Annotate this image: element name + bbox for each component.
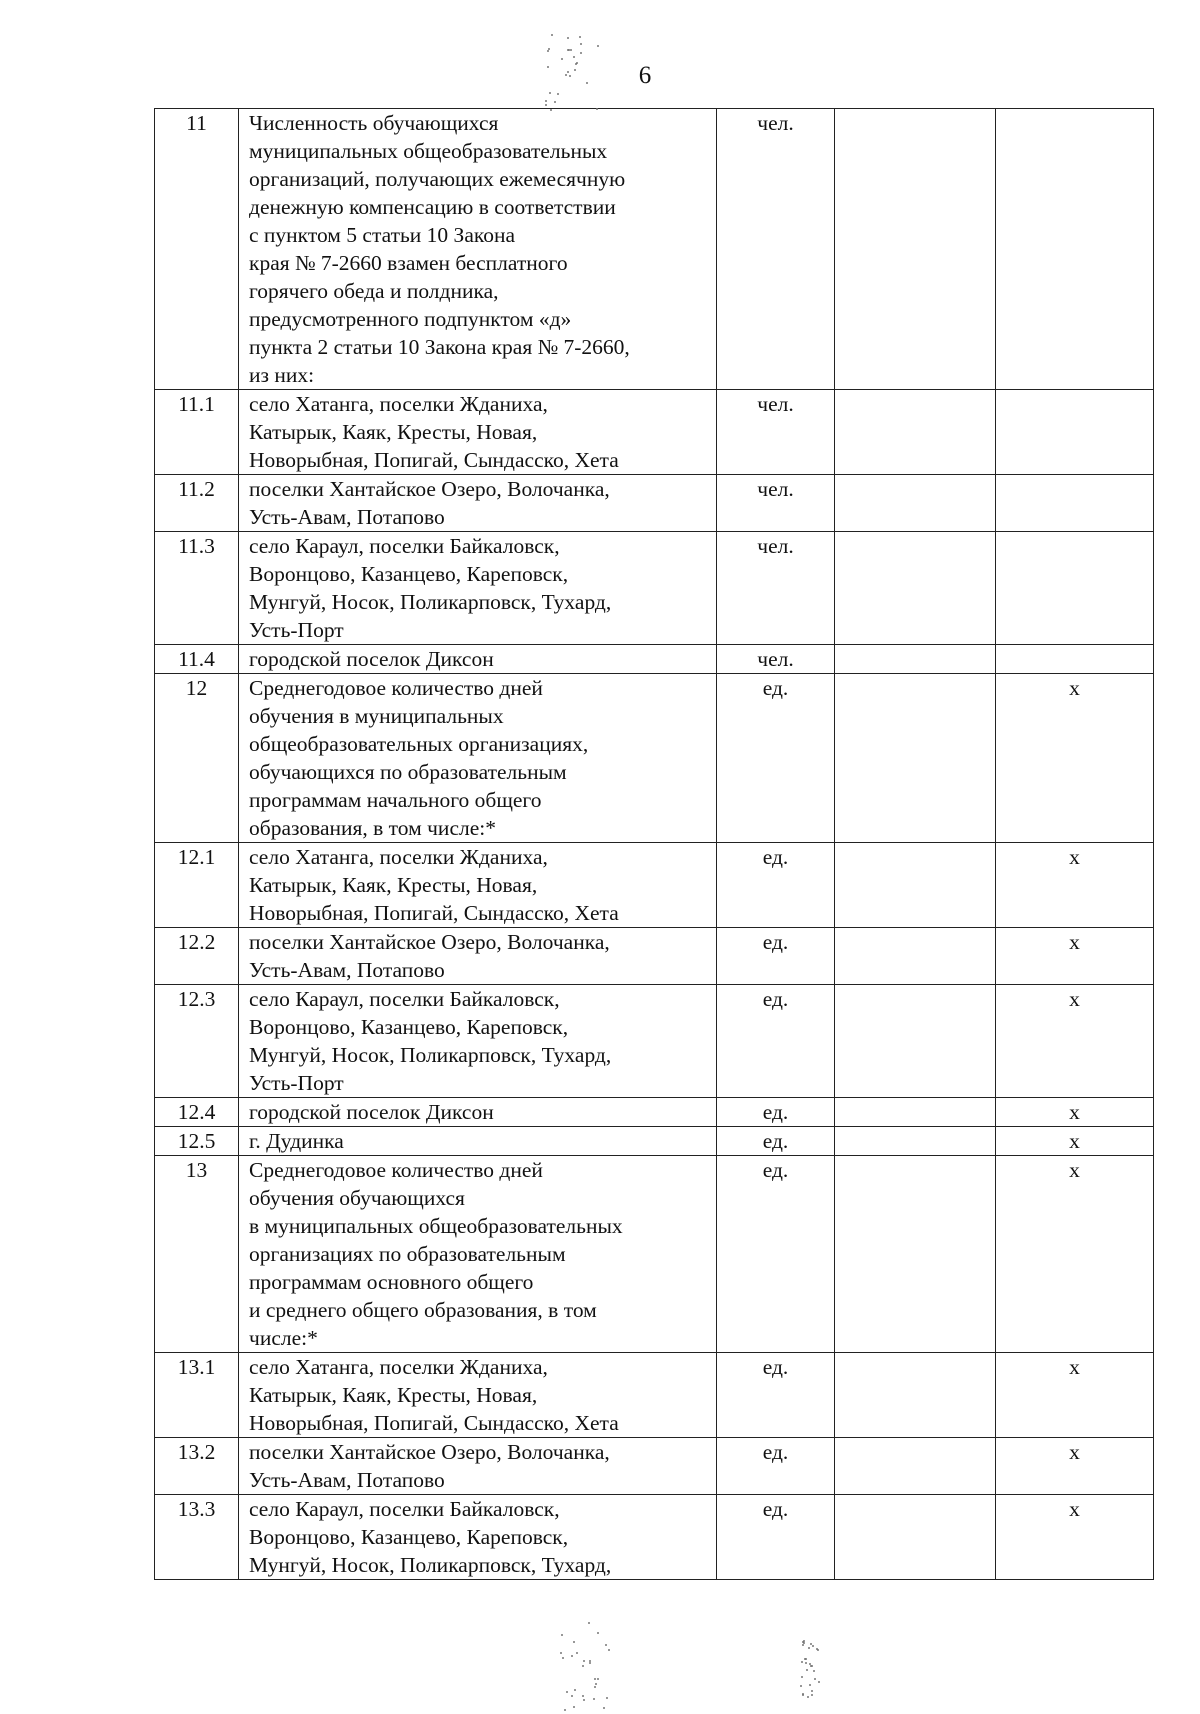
indicator-name-line: Среднегодовое количество дней [249, 1158, 543, 1182]
value-cell-mark: х [996, 1438, 1154, 1495]
scan-speck [582, 1695, 584, 1697]
value-cell-mark: х [996, 928, 1154, 985]
scan-speck [807, 1696, 809, 1698]
table-row [155, 1438, 1154, 1495]
scan-speck [812, 1645, 814, 1647]
scan-speck [813, 1670, 815, 1672]
indicator-name-line: городской поселок Диксон [249, 1100, 494, 1124]
indicator-name-line: Воронцово, Казанцево, Кареповск, [249, 562, 569, 586]
scan-speck [562, 1657, 564, 1659]
indicator-name [239, 843, 717, 928]
unit-of-measure: ед. [717, 1098, 835, 1127]
scan-speck [589, 1662, 591, 1664]
table-row [155, 985, 1154, 1098]
indicator-name [239, 985, 717, 1098]
indicator-name-line: Усть-Порт [249, 1071, 344, 1095]
scan-speck [567, 37, 569, 39]
scan-speck [573, 1706, 575, 1708]
indicator-name-line: предусмотренного подпунктом «д» [249, 307, 572, 331]
indicator-name [239, 109, 717, 390]
scan-speck [586, 82, 588, 84]
scan-speck [545, 104, 547, 106]
row-number: 13.1 [155, 1353, 239, 1438]
scan-speck [597, 45, 599, 47]
indicator-name-line: Воронцово, Казанцево, Кареповск, [249, 1015, 569, 1039]
indicator-name-line: организаций, получающих ежемесячную [249, 167, 626, 191]
value-cell-mark: х [996, 843, 1154, 928]
scan-speck [800, 1685, 802, 1687]
scan-speck [809, 1684, 811, 1686]
row-number: 13 [155, 1156, 239, 1353]
value-cell [835, 985, 996, 1098]
value-cell [835, 928, 996, 985]
value-cell-mark: х [996, 985, 1154, 1098]
unit-of-measure: ед. [717, 1127, 835, 1156]
table-row [155, 390, 1154, 475]
indicator-name-line: Усть-Авам, Потапово [249, 1468, 445, 1492]
scan-speck [811, 1665, 813, 1667]
indicator-name [239, 1156, 717, 1353]
unit-of-measure: ед. [717, 1438, 835, 1495]
value-cell-mark [996, 645, 1154, 674]
value-cell-mark: х [996, 1495, 1154, 1580]
value-cell [835, 1156, 996, 1353]
indicator-name-line: село Караул, поселки Байкаловск, [249, 987, 560, 1011]
table-row [155, 532, 1154, 645]
scan-speck [594, 1686, 596, 1688]
row-number: 11.1 [155, 390, 239, 475]
value-cell-mark: х [996, 1098, 1154, 1127]
indicator-name-line: обучения в муниципальных [249, 704, 504, 728]
indicator-name-line: городской поселок Диксон [249, 647, 494, 671]
scan-speck [549, 92, 551, 94]
scan-speck [583, 1660, 585, 1662]
value-cell [835, 1353, 996, 1438]
scan-speck [805, 1662, 807, 1664]
value-cell [835, 390, 996, 475]
table-row [155, 1353, 1154, 1438]
indicator-name-line: из них: [249, 363, 315, 387]
indicator-name-line: Новорыбная, Попигай, Сындасско, Хета [249, 448, 619, 472]
scan-speck [567, 71, 569, 73]
scan-speck [597, 1678, 599, 1680]
scan-speck [580, 52, 582, 54]
scan-speck [595, 1683, 597, 1685]
indicator-name-line: Усть-Авам, Потапово [249, 505, 445, 529]
scan-speck [571, 1655, 573, 1657]
scan-speck [597, 1632, 599, 1634]
row-number: 13.2 [155, 1438, 239, 1495]
scan-speck [570, 49, 572, 51]
scan-speck [582, 1665, 584, 1667]
indicator-name-line: поселки Хантайское Озеро, Волочанка, [249, 477, 610, 501]
indicator-name-line: Мунгуй, Носок, Поликарповск, Тухард, [249, 1553, 612, 1577]
indicator-name [239, 928, 717, 985]
indicator-name-line: и среднего общего образования, в том [249, 1298, 597, 1322]
scan-speck [564, 1709, 566, 1711]
scan-speck [548, 48, 550, 50]
scan-speck [801, 1676, 803, 1678]
indicator-name-line: Мунгуй, Носок, Поликарповск, Тухард, [249, 1043, 612, 1067]
table-row [155, 843, 1154, 928]
value-cell-mark [996, 532, 1154, 645]
scan-speck [801, 1661, 803, 1663]
indicator-name [239, 645, 717, 674]
indicator-name-line: программам основного общего [249, 1270, 534, 1294]
scan-speck [566, 1691, 568, 1693]
value-cell [835, 532, 996, 645]
scan-speck [573, 56, 575, 58]
scan-speck [803, 1642, 805, 1644]
indicator-name-line: поселки Хантайское Озеро, Волочанка, [249, 1440, 610, 1464]
scan-speck [545, 100, 547, 102]
indicator-name [239, 475, 717, 532]
unit-of-measure: чел. [717, 532, 835, 645]
table-row [155, 1127, 1154, 1156]
row-number: 12 [155, 674, 239, 843]
indicator-name [239, 1495, 717, 1580]
unit-of-measure: ед. [717, 985, 835, 1098]
indicator-name [239, 1127, 717, 1156]
indicator-name-line: общеобразовательных организациях, [249, 732, 589, 756]
indicator-name-line: Катырык, Каяк, Кресты, Новая, [249, 873, 538, 897]
indicator-name-line: Катырык, Каяк, Кресты, Новая, [249, 420, 538, 444]
row-number: 12.5 [155, 1127, 239, 1156]
table-row [155, 109, 1154, 390]
value-cell [835, 1098, 996, 1127]
table-row [155, 1098, 1154, 1127]
row-number: 11.3 [155, 532, 239, 645]
row-number: 12.4 [155, 1098, 239, 1127]
value-cell-mark [996, 109, 1154, 390]
scan-speck [561, 58, 563, 60]
indicator-name-line: организациях по образовательным [249, 1242, 566, 1266]
unit-of-measure: ед. [717, 928, 835, 985]
indicator-name-line: село Хатанга, поселки Жданиха, [249, 1355, 548, 1379]
value-cell [835, 1127, 996, 1156]
unit-of-measure: ед. [717, 843, 835, 928]
scan-speck [802, 1644, 804, 1646]
indicator-name-line: г. Дудинка [249, 1129, 344, 1153]
unit-of-measure: чел. [717, 390, 835, 475]
unit-of-measure: чел. [717, 475, 835, 532]
indicator-name-line: с пунктом 5 статьи 10 Закона [249, 223, 516, 247]
table-row [155, 475, 1154, 532]
page-number: 6 [638, 62, 652, 89]
indicator-name-line: горячего обеда и полдника, [249, 279, 499, 303]
indicator-name-line: Катырык, Каяк, Кресты, Новая, [249, 1383, 538, 1407]
scan-speck [804, 1658, 806, 1660]
table-row [155, 645, 1154, 674]
table-row [155, 1156, 1154, 1353]
table-row [155, 1495, 1154, 1580]
indicator-name [239, 1098, 717, 1127]
indicator-name-line: Новорыбная, Попигай, Сындасско, Хета [249, 1411, 619, 1435]
scan-speck [603, 1707, 605, 1709]
indicator-name-line: село Хатанга, поселки Жданиха, [249, 392, 548, 416]
row-number: 12.2 [155, 928, 239, 985]
value-cell [835, 645, 996, 674]
value-cell-mark: х [996, 1127, 1154, 1156]
indicator-name-line: Численность обучающихся [249, 111, 499, 135]
indicator-name-line: Новорыбная, Попигай, Сындасско, Хета [249, 901, 619, 925]
scan-speck [561, 1634, 563, 1636]
indicator-name-line: Мунгуй, Носок, Поликарповск, Тухард, [249, 590, 612, 614]
value-cell [835, 674, 996, 843]
indicator-name-line: обучающихся по образовательным [249, 760, 567, 784]
value-cell [835, 1438, 996, 1495]
indicator-name-line: Среднегодовое количество дней [249, 676, 543, 700]
indicator-name-line: Усть-Порт [249, 618, 344, 642]
value-cell-mark [996, 390, 1154, 475]
scan-speck [554, 101, 556, 103]
unit-of-measure: ед. [717, 1495, 835, 1580]
indicator-name [239, 1438, 717, 1495]
indicator-name-line: Воронцово, Казанцево, Кареповск, [249, 1525, 569, 1549]
unit-of-measure: чел. [717, 645, 835, 674]
scan-speck [583, 1699, 585, 1701]
unit-of-measure: ед. [717, 1156, 835, 1353]
scan-speck [557, 93, 559, 95]
indicator-name [239, 532, 717, 645]
indicator-name-line: село Хатанга, поселки Жданиха, [249, 845, 548, 869]
row-number: 11 [155, 109, 239, 390]
scan-speck [818, 1681, 820, 1683]
scan-speck [814, 1678, 816, 1680]
indicator-name-line: образования, в том числе:* [249, 816, 496, 840]
unit-of-measure: ед. [717, 674, 835, 843]
table-row [155, 928, 1154, 985]
scan-speck [808, 1647, 810, 1649]
value-cell [835, 109, 996, 390]
indicator-name-line: программам начального общего [249, 788, 542, 812]
indicator-name-line: числе:* [249, 1326, 318, 1350]
scan-speck [593, 1698, 595, 1700]
scan-speck [605, 1644, 607, 1646]
table-row [155, 674, 1154, 843]
scan-speck [802, 1694, 804, 1696]
indicator-name-line: Усть-Авам, Потапово [249, 958, 445, 982]
indicator-name-line: село Караул, поселки Байкаловск, [249, 534, 560, 558]
scan-speck [806, 1669, 808, 1671]
indicator-name-line: муниципальных общеобразовательных [249, 139, 608, 163]
indicator-name-line: края № 7-2660 взамен бесплатного [249, 251, 568, 275]
indicator-name-line: поселки Хантайское Озеро, Волочанка, [249, 930, 610, 954]
scan-speck [573, 1641, 575, 1643]
indicator-name [239, 390, 717, 475]
indicator-name [239, 1353, 717, 1438]
scan-speck [551, 34, 553, 36]
scan-speck [579, 36, 581, 38]
unit-of-measure: ед. [717, 1353, 835, 1438]
row-number: 13.3 [155, 1495, 239, 1580]
scan-speck [574, 69, 576, 71]
scan-speck [580, 43, 582, 45]
value-cell [835, 843, 996, 928]
indicator-name-line: денежную компенсацию в соответствии [249, 195, 616, 219]
indicator-name-line: село Караул, поселки Байкаловск, [249, 1497, 560, 1521]
scan-speck [594, 1678, 596, 1680]
indicator-name-line: в муниципальных общеобразовательных [249, 1214, 623, 1238]
scan-speck [547, 66, 549, 68]
value-cell-mark [996, 475, 1154, 532]
scan-speck [606, 1697, 608, 1699]
value-cell-mark: х [996, 674, 1154, 843]
row-number: 12.1 [155, 843, 239, 928]
row-number: 11.2 [155, 475, 239, 532]
scan-speck [811, 1694, 813, 1696]
scan-speck [588, 1622, 590, 1624]
scan-speck [560, 1652, 562, 1654]
scan-speck [608, 1649, 610, 1651]
scan-speck [811, 1690, 813, 1692]
value-cell-mark: х [996, 1353, 1154, 1438]
scan-speck [803, 1640, 805, 1642]
row-number: 12.3 [155, 985, 239, 1098]
value-cell [835, 475, 996, 532]
value-cell [835, 1495, 996, 1580]
value-cell-mark: х [996, 1156, 1154, 1353]
scan-speck [571, 1695, 573, 1697]
row-number: 11.4 [155, 645, 239, 674]
indicator-name-line: обучения обучающихся [249, 1186, 465, 1210]
indicator-table [154, 108, 1154, 1580]
table-body [155, 109, 1154, 1580]
indicator-name-line: пункта 2 статьи 10 Закона края № 7-2660, [249, 335, 630, 359]
unit-of-measure: чел. [717, 109, 835, 390]
indicator-name [239, 674, 717, 843]
scan-speck [574, 1689, 576, 1691]
scan-speck [576, 1652, 578, 1654]
